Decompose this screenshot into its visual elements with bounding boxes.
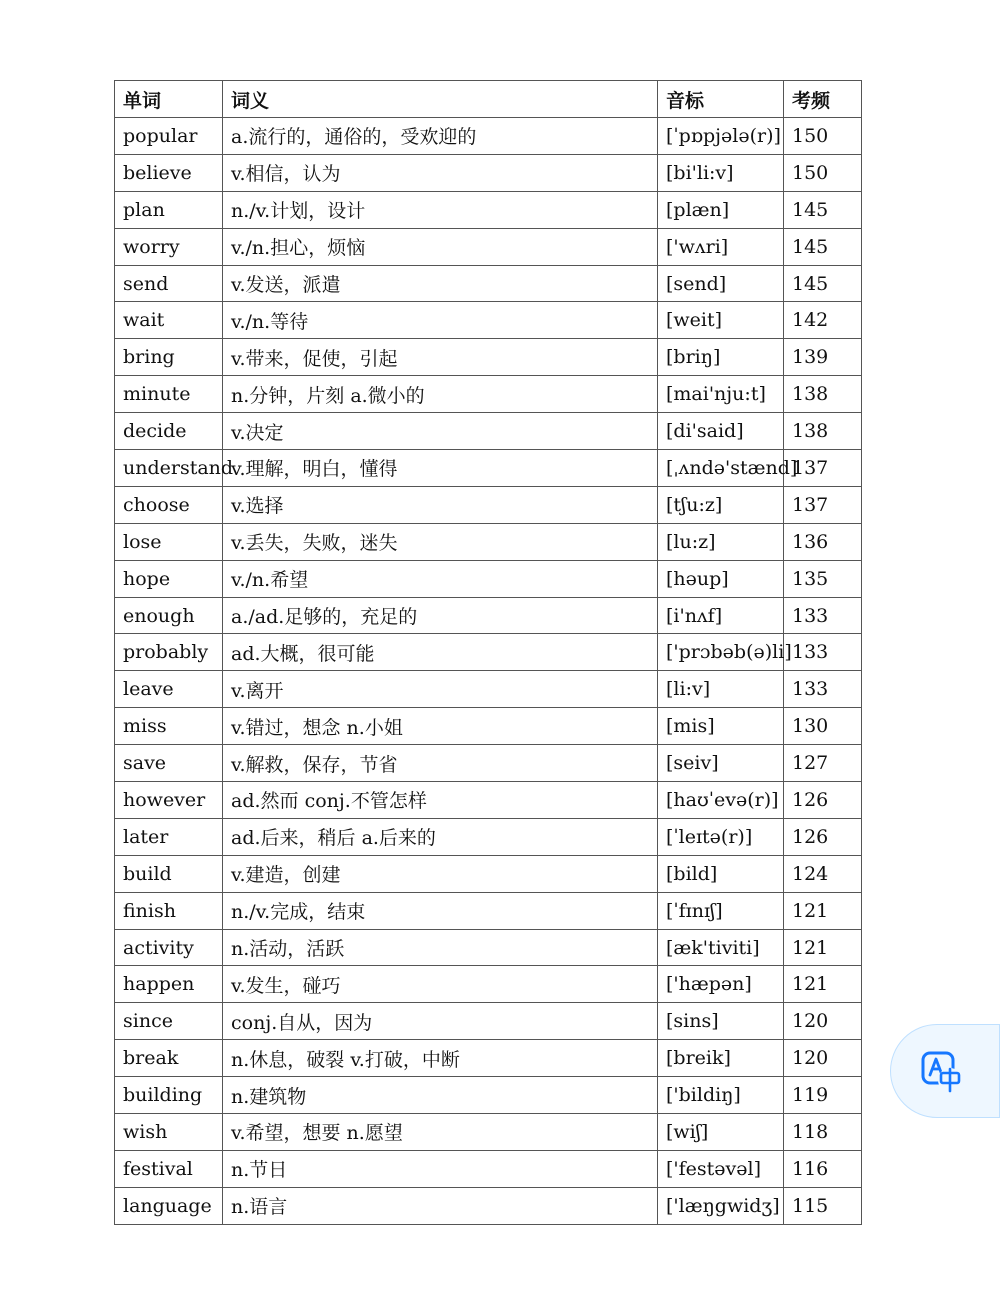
table-row (115, 1114, 862, 1151)
meaning-cell: ad.大概，很可能 (223, 634, 658, 671)
meaning-cell: ad.然而 conj.不管怎样 (223, 782, 658, 819)
table-row (115, 228, 862, 265)
frequency-cell: 145 (784, 265, 862, 302)
meaning-cell: v.离开 (223, 671, 658, 708)
table-row (115, 376, 862, 413)
table-row (115, 855, 862, 892)
phonetic-cell: [haʊˈevə(r)] (658, 782, 784, 819)
phonetic-cell: [bild] (658, 855, 784, 892)
word-cell: save (115, 745, 223, 782)
word-cell: festival (115, 1150, 223, 1187)
table-row (115, 450, 862, 487)
table-row (115, 1187, 862, 1224)
phonetic-cell: [briŋ] (658, 339, 784, 376)
meaning-cell: v./n.希望 (223, 560, 658, 597)
meaning-cell: v.丢失，失败，迷失 (223, 523, 658, 560)
word-cell: break (115, 1040, 223, 1077)
meaning-cell: v.建造，创建 (223, 855, 658, 892)
word-cell: wish (115, 1114, 223, 1151)
word-cell: bring (115, 339, 223, 376)
frequency-cell: 121 (784, 929, 862, 966)
table-row (115, 597, 862, 634)
frequency-cell: 136 (784, 523, 862, 560)
meaning-cell: n.休息，破裂 v.打破，中断 (223, 1040, 658, 1077)
meaning-cell: v.解救，保存，节省 (223, 745, 658, 782)
meaning-cell: v.带来，促使，引起 (223, 339, 658, 376)
phonetic-cell: [ˈpɒpjələ(r)] (658, 118, 784, 155)
frequency-cell: 142 (784, 302, 862, 339)
meaning-cell: v.选择 (223, 486, 658, 523)
frequency-cell: 139 (784, 339, 862, 376)
phonetic-cell: ['læŋgwidʒ] (658, 1187, 784, 1224)
phonetic-cell: ['prɔbəb(ə)li] (658, 634, 784, 671)
phonetic-cell: [lu:z] (658, 523, 784, 560)
phonetic-cell: [i'nʌf] (658, 597, 784, 634)
frequency-cell: 138 (784, 376, 862, 413)
frequency-cell: 145 (784, 191, 862, 228)
word-cell: hope (115, 560, 223, 597)
table-row (115, 1077, 862, 1114)
word-cell: language (115, 1187, 223, 1224)
word-cell: finish (115, 892, 223, 929)
word-cell: wait (115, 302, 223, 339)
phonetic-cell: [həup] (658, 560, 784, 597)
meaning-cell: n.建筑物 (223, 1077, 658, 1114)
meaning-cell: n./v.计划，设计 (223, 191, 658, 228)
header-word: 单词 (115, 81, 223, 118)
meaning-cell: v.发送，派遣 (223, 265, 658, 302)
phonetic-cell: [breik] (658, 1040, 784, 1077)
meaning-cell: n.语言 (223, 1187, 658, 1224)
frequency-cell: 118 (784, 1114, 862, 1151)
phonetic-cell: [mai'nju:t] (658, 376, 784, 413)
word-cell: plan (115, 191, 223, 228)
word-cell: decide (115, 413, 223, 450)
word-cell: miss (115, 708, 223, 745)
table-row (115, 1150, 862, 1187)
header-phonetic: 音标 (658, 81, 784, 118)
phonetic-cell: [send] (658, 265, 784, 302)
frequency-cell: 138 (784, 413, 862, 450)
word-cell: since (115, 1003, 223, 1040)
phonetic-cell: ['hæpən] (658, 966, 784, 1003)
frequency-cell: 135 (784, 560, 862, 597)
word-cell: however (115, 782, 223, 819)
phonetic-cell: [ˈfɪnɪʃ] (658, 892, 784, 929)
meaning-cell: a.流行的，通俗的，受欢迎的 (223, 118, 658, 155)
word-cell: activity (115, 929, 223, 966)
meaning-cell: n.节日 (223, 1150, 658, 1187)
frequency-cell: 133 (784, 634, 862, 671)
frequency-cell: 127 (784, 745, 862, 782)
meaning-cell: v.决定 (223, 413, 658, 450)
table-row (115, 1040, 862, 1077)
frequency-cell: 137 (784, 486, 862, 523)
frequency-cell: 126 (784, 818, 862, 855)
frequency-cell: 137 (784, 450, 862, 487)
meaning-cell: n.分钟，片刻 a.微小的 (223, 376, 658, 413)
phonetic-cell: ['bildiŋ] (658, 1077, 784, 1114)
phonetic-cell: [di'said] (658, 413, 784, 450)
table-row (115, 929, 862, 966)
meaning-cell: v.错过，想念 n.小姐 (223, 708, 658, 745)
word-cell: send (115, 265, 223, 302)
phonetic-cell: [æk'tiviti] (658, 929, 784, 966)
phonetic-cell: [bi'li:v] (658, 154, 784, 191)
frequency-cell: 115 (784, 1187, 862, 1224)
table-header-row (115, 81, 862, 118)
translate-button[interactable] (890, 1024, 1000, 1118)
meaning-cell: v./n.担心，烦恼 (223, 228, 658, 265)
frequency-cell: 150 (784, 154, 862, 191)
translate-icon (921, 1051, 963, 1093)
table-row (115, 302, 862, 339)
table-row (115, 486, 862, 523)
phonetic-cell: [weit] (658, 302, 784, 339)
vocabulary-table (114, 80, 862, 1225)
table-row (115, 413, 862, 450)
word-cell: probably (115, 634, 223, 671)
table-row (115, 634, 862, 671)
frequency-cell: 130 (784, 708, 862, 745)
table-row (115, 523, 862, 560)
frequency-cell: 120 (784, 1040, 862, 1077)
meaning-cell: n./v.完成，结束 (223, 892, 658, 929)
table-row (115, 191, 862, 228)
table-row (115, 1003, 862, 1040)
word-cell: understand (115, 450, 223, 487)
table-row (115, 671, 862, 708)
frequency-cell: 116 (784, 1150, 862, 1187)
frequency-cell: 133 (784, 671, 862, 708)
table-row (115, 265, 862, 302)
meaning-cell: n.活动，活跃 (223, 929, 658, 966)
table-row (115, 560, 862, 597)
frequency-cell: 150 (784, 118, 862, 155)
table-row (115, 782, 862, 819)
word-cell: minute (115, 376, 223, 413)
word-cell: popular (115, 118, 223, 155)
word-cell: lose (115, 523, 223, 560)
table-row (115, 818, 862, 855)
table-row (115, 708, 862, 745)
frequency-cell: 119 (784, 1077, 862, 1114)
meaning-cell: v.相信，认为 (223, 154, 658, 191)
phonetic-cell: [tʃu:z] (658, 486, 784, 523)
meaning-cell: conj.自从，因为 (223, 1003, 658, 1040)
word-cell: enough (115, 597, 223, 634)
table-row (115, 745, 862, 782)
word-cell: choose (115, 486, 223, 523)
frequency-cell: 133 (784, 597, 862, 634)
frequency-cell: 145 (784, 228, 862, 265)
word-cell: worry (115, 228, 223, 265)
word-cell: leave (115, 671, 223, 708)
table-row (115, 154, 862, 191)
word-cell: believe (115, 154, 223, 191)
frequency-cell: 120 (784, 1003, 862, 1040)
table-row (115, 966, 862, 1003)
frequency-cell: 121 (784, 892, 862, 929)
phonetic-cell: [ˈleɪtə(r)] (658, 818, 784, 855)
meaning-cell: v.发生，碰巧 (223, 966, 658, 1003)
meaning-cell: ad.后来，稍后 a.后来的 (223, 818, 658, 855)
word-cell: building (115, 1077, 223, 1114)
header-frequency: 考频 (784, 81, 862, 118)
phonetic-cell: [plæn] (658, 191, 784, 228)
table-row (115, 118, 862, 155)
phonetic-cell: [sins] (658, 1003, 784, 1040)
meaning-cell: v./n.等待 (223, 302, 658, 339)
word-cell: later (115, 818, 223, 855)
frequency-cell: 126 (784, 782, 862, 819)
phonetic-cell: [li:v] (658, 671, 784, 708)
frequency-cell: 121 (784, 966, 862, 1003)
header-meaning: 词义 (223, 81, 658, 118)
meaning-cell: a./ad.足够的，充足的 (223, 597, 658, 634)
table-row (115, 892, 862, 929)
word-cell: build (115, 855, 223, 892)
table-row (115, 339, 862, 376)
meaning-cell: v.希望，想要 n.愿望 (223, 1114, 658, 1151)
phonetic-cell: ['festəvəl] (658, 1150, 784, 1187)
phonetic-cell: [mis] (658, 708, 784, 745)
phonetic-cell: ['wʌri] (658, 228, 784, 265)
word-cell: happen (115, 966, 223, 1003)
phonetic-cell: [wiʃ] (658, 1114, 784, 1151)
meaning-cell: v.理解，明白，懂得 (223, 450, 658, 487)
phonetic-cell: [ˌʌndə'stænd] (658, 450, 784, 487)
phonetic-cell: [seiv] (658, 745, 784, 782)
frequency-cell: 124 (784, 855, 862, 892)
